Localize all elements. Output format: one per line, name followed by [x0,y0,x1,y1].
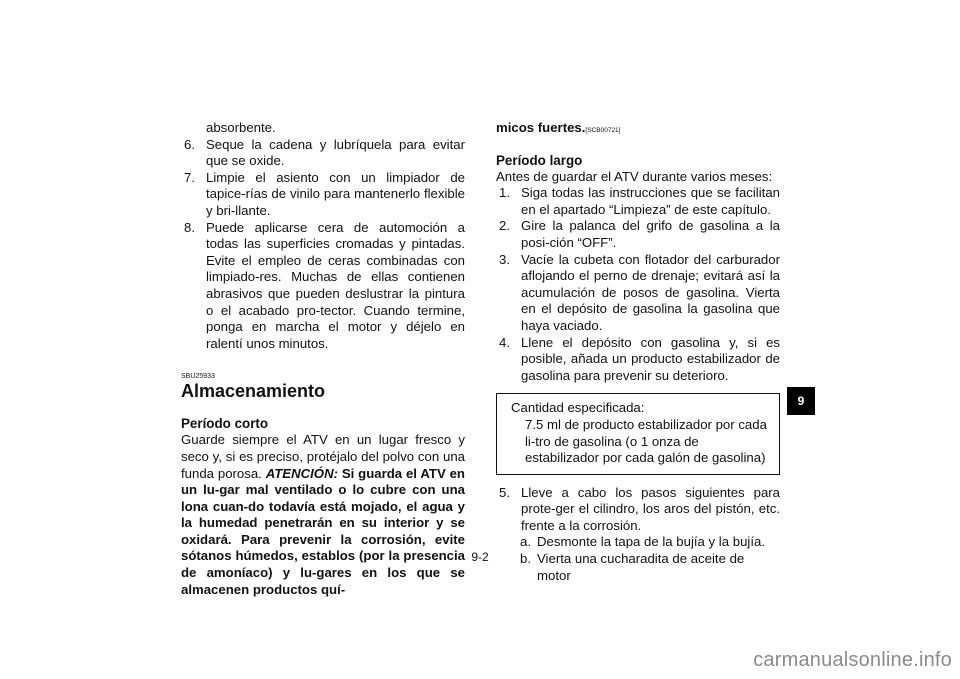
attention-label: ATENCIÓN: [265,465,338,481]
storage-paragraph [181,432,465,598]
spec-value: 7.5 ml de producto estabilizador por cada li-tro de gasolina (o 1 onza de estabilizador por cada galón de gasolina) [525,416,767,466]
item-text: Vacíe la cubeta con flotador del carburador aflojando el perno de drenaje; evitará así la acumulación de posos de gasolina. Vierta en el depósito de gasolina la gasolina que haya vaciado. [521,251,780,333]
continuation-paragraph [496,120,780,140]
list-item [181,137,465,170]
list-item [496,252,780,335]
item-text: Seque la cadena y lubríquela para evitar que se oxide. [206,136,465,169]
list-item [496,485,780,535]
list-item [496,335,780,385]
item-text: Puede aplicarse cera de automoción a todas las superficies cromadas y pintadas. Evite el empleo de ceras combinadas con limpiado-res. Muchas de ellas contienen abrasivos que pueden deslustrar la pintura o el acabado pro-tector. Cuando termine, ponga en marcha el motor y déjelo en ralentí unos minutos. [206,219,465,351]
list-item [181,220,465,353]
sub-item-text: Vierta una cucharadita de aceite de motor [537,551,745,583]
item-number: 1. [499,185,510,201]
item-text: Limpie el asiento con un limpiador de tapice-rías de vinilo para mantenerlo flexible y bri-llante. [206,169,465,218]
item-text: Lleve a cabo los pasos siguientes para prote-ger el cilindro, los aros del pistón, etc. frente a la corrosión. [521,484,780,533]
list-item [496,218,780,251]
left-column [181,120,465,598]
spec-label: Cantidad especificada: [511,400,645,416]
sub-item-letter: a. [520,534,531,550]
watermark: carmanualsonline.info [753,649,952,671]
item-number: 7. [184,169,195,185]
chapter-tab: 9 [787,387,815,415]
item-number: 4. [499,334,510,350]
section-code: SBU25933 [181,373,215,381]
sub-item-text: Desmonte la tapa de la bujía y la bujía. [537,534,765,550]
warning-code: [SCB00721] [585,127,621,134]
subtitle-long-term: Período largo [496,152,583,168]
specification-box [496,393,780,474]
item-number: 5. [499,484,510,500]
subtitle-short-term: Período corto [181,416,269,432]
intro-text: Guarde siempre el ATV en un lugar fresco y seco y, si es preciso, protéjalo del polvo con una funda porosa. [181,432,465,481]
page-number: 9-2 [471,550,489,564]
item-number: 3. [499,251,510,267]
item-number: 2. [499,218,510,234]
item-text: Siga todas las instrucciones que se facilitan en el apartado “Limpieza” de este capítulo. [521,185,780,217]
item-number: 8. [184,219,195,235]
continuation-text: absorbente. [206,120,276,135]
attention-text: Si guarda el ATV en un lu-gar mal ventilado o lo cubre con una lona cuan-do todavía está mojado, el agua y la humedad penetrarán en su interior y se oxidará. Para prevenir la corrosión, evite sótanos húmedos, establos (por la presencia de amoníaco) y lu-gares en los que se almacenen productos quí- [181,465,465,597]
list-item [496,185,780,218]
list-item [181,170,465,220]
continuation-text: micos fuertes. [496,120,586,135]
intro-text: Antes de guardar el ATV durante varios meses: [496,168,773,184]
sub-item-letter: b. [520,551,531,567]
item-text: Llene el depósito con gasolina y, si es posible, añada un producto estabilizador de gasolina para prevenir su deterioro. [521,334,780,383]
section-title: Almacenamiento [181,381,326,402]
right-column [496,120,780,584]
item-number: 6. [184,136,195,152]
item-text: Gire la palanca del grifo de gasolina a la posi-ción “OFF”. [521,218,780,250]
